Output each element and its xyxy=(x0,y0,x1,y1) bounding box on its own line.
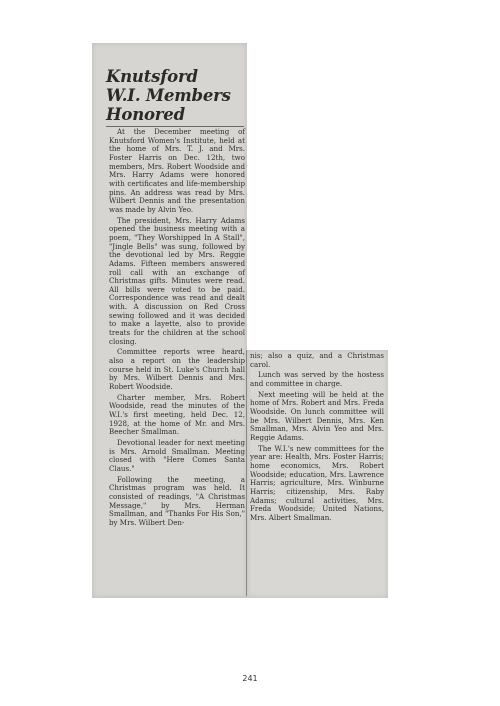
paragraph: Next meeting will be held at the home of Mrs. Robert and Mrs. Freda Woodside. On lunch committee will be Mrs. Wilbert Dennis, Mrs. Ken Smallman, Mrs. Alvin Yeo and Mrs. Reggie Adams. xyxy=(250,389,384,442)
paragraph: At the December meeting of Knutsford Women's Institute, held at the home of Mrs. T. J. and Mrs. Foster Harris on Dec. 12th, two members, Mrs. Robert Woodside and Mrs. Harry Adams were honored with certificates and life-membership pins. An address was read by Mrs. Wilbert Dennis and the presentation was made by Alvin Yeo. xyxy=(109,127,245,214)
paragraph: Following the meeting, a Christmas program was held. It consisted of readings, "A Christmas Message," by Mrs. Herman Smallman, and "Thanks For His Son," by Mrs. Wilbert Den- xyxy=(109,474,245,527)
paragraph: Committee reports wree heard, also a report on the leadership course held in St. Luke's Church hall by Mrs. Wilbert Dennis and Mrs. Robert Woodside. xyxy=(109,347,245,392)
paragraph: Devotional leader for next meeting is Mrs. Arnold Smallman. Meeting closed with "Here Comes Santa Claus." xyxy=(109,437,245,473)
headline-line-2: W.I. Members xyxy=(106,86,231,105)
article-headline xyxy=(106,67,244,124)
page-number: 241 xyxy=(242,674,258,683)
headline-line-3: Honored xyxy=(106,105,185,124)
paragraph: nis; also a quiz, and a Christmas carol. xyxy=(250,351,384,369)
paragraph: Lunch was served by the hostess and committee in charge. xyxy=(250,370,384,388)
paragraph: The president, Mrs. Harry Adams opened the business meeting with a poem, "They Worshipped In A Stall", "Jingle Bells" was sung, followed by the devotional led by Mrs. Reggie Adams. Fifteen members answered roll call with an exchange of Christmas gifts. Minutes were read. All bills were voted to be paid. Correspondence was read and dealt with. A discussion on Red Cross sewing followed and it was decided to make a layette, also to provide treats for the children at the school closing. xyxy=(109,215,245,346)
column-divider xyxy=(246,350,247,596)
headline-line-1: Knutsford xyxy=(106,67,198,86)
article-column-left xyxy=(109,128,245,530)
paragraph: Charter member, Mrs. Robert Woodside, read the minutes of the W.I.'s first meeting, held Dec. 12, 1928, at the home of Mr. and Mrs. Beecher Smallman. xyxy=(109,392,245,437)
article-column-right xyxy=(250,352,384,524)
paragraph: The W.I.'s new committees for the year are: Health, Mrs. Foster Harris; home economics, Mrs. Robert Woodside; education, Mrs. Lawrence Harris; agriculture, Mrs. Winburne Harris; citizenship, Mrs. Raby Adams; cultural activities, Mrs. Freda Woodside; United Nations, Mrs. Albert Smallman. xyxy=(250,443,384,522)
